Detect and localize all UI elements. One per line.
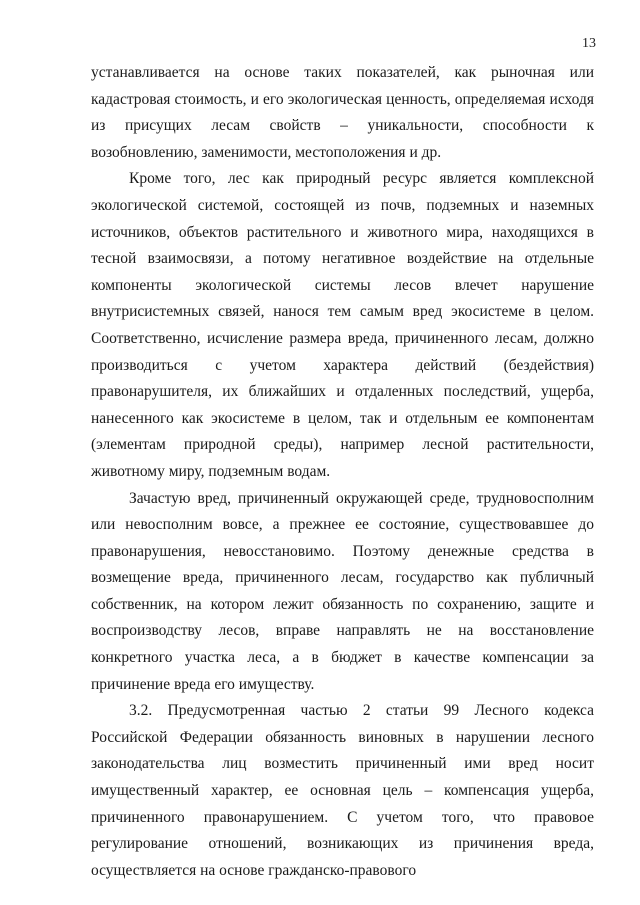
paragraph-section-3-2: 3.2. Предусмотренная частью 2 статьи 99 Лесного кодекса Российской Федерации обязанность виновных в нарушении лесного законодательства лиц возместить причиненный ими вред носит имущественный характер, ее основная цель – компенсация ущерба, причиненного правонарушением. С учетом того, что правовое регулирование отношений, возникающих из причинения вреда, осуществляется на основе гражданско-правового [91, 702, 594, 879]
paragraph-irreparable-harm: Зачастую вред, причиненный окружающей среде, трудновосполним или невосполним вовсе, а прежнее ее состояние, существовавшее до правонарушения, невосстановимо. Поэтому денежные средства в возмещение вреда, причиненного лесам, государство как публичный собственник, на котором лежит обязанность по сохранению, защите и воспроизводству лесов, вправе направлять не на восстановление конкретного участка леса, а в бюджет в качестве компенсации за причинение вреда его имуществу. [91, 489, 594, 693]
page-number: 13 [582, 36, 596, 51]
paragraph-forest-ecosystem: Кроме того, лес как природный ресурс является комплексной экологической системой, состоящей из почв, подземных и наземных источников, объектов растительного и животного мира, находящихся в тесной взаимосвязи, а потому негативное воздействие на отдельные компоненты экологической системы лесов влечет нарушение внутрисистемных связей, нанося тем самым вред экосистеме в целом. Соответственно, исчисление размера вреда, причиненного лесам, должно производиться с учетом характера действий (бездействия) правонарушителя, их ближайших и отдаленных последствий, ущерба, нанесенного как экосистеме в целом, так и отдельным ее компонентам (элементам природной среды), например лесной растительности, животному миру, подземным водам. [91, 170, 594, 480]
paragraph-continuation: устанавливается на основе таких показателей, как рыночная или кадастровая стоимость, и его экологическая ценность, определяемая исходя из присущих лесам свойств – уникальности, способности к возобновлению, заменимости, местоположения и др. [91, 64, 594, 161]
body-text [91, 60, 594, 884]
